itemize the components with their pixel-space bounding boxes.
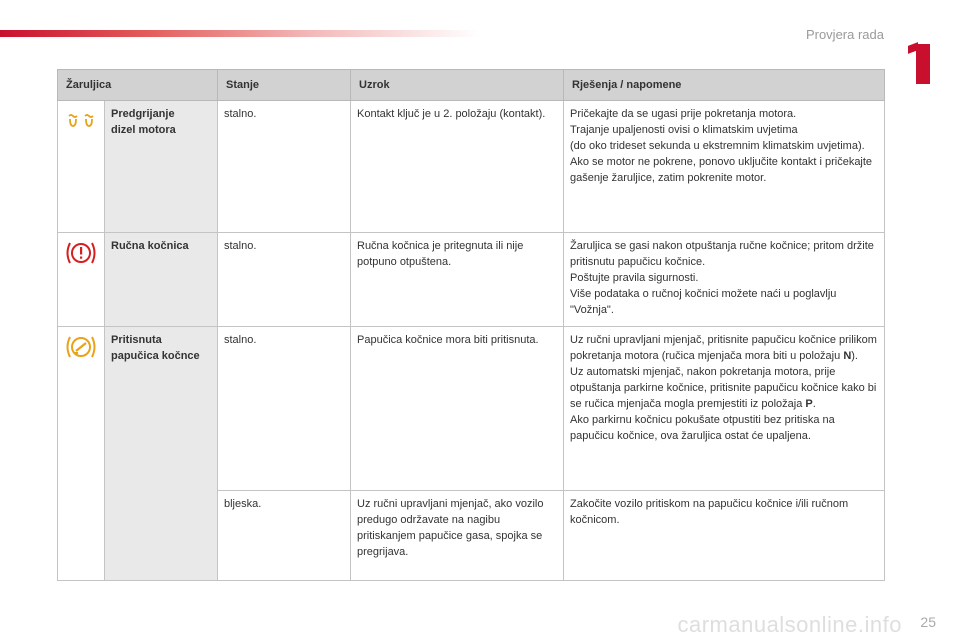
note-text: . <box>812 398 816 410</box>
note-line: Pričekajte da se ugasi prije pokretanja motora. <box>570 108 797 120</box>
gear-position-n: N <box>843 350 852 362</box>
cause-cell: Uz ručni upravljani mjenjač, ako vozilo predugo održavate na nagibu pritiskanjem papučice gasa, spojka se pregrijava. <box>351 491 564 581</box>
note-line: Poštujte pravila sigurnosti. <box>570 272 699 284</box>
parking-brake-icon <box>64 238 98 268</box>
lamp-name: Ručna kočnica <box>111 240 189 252</box>
header-uzrok: Uzrok <box>351 70 564 101</box>
cause-cell: Kontakt ključ je u 2. položaju (kontakt). <box>351 101 564 233</box>
lamp-name-line2: dizel motora <box>111 124 176 136</box>
table-row <box>58 327 885 491</box>
table-header-row <box>58 70 885 101</box>
icon-cell <box>58 101 105 233</box>
header-stanje: Stanje <box>218 70 351 101</box>
note-text: Ako parkirnu kočnicu pokušate otpustiti bez pritiska na papučicu kočnice, ova žaruljica ostat će upaljena. <box>570 414 835 442</box>
note-text: Uz automatski mjenjač, nakon pokretanja motora, prije otpuštanja parkirne kočnice, pritisnite papučicu kočnice kako bi se ručica mjenjača mogla premjestiti iz položaja <box>570 366 877 410</box>
note-line: Trajanje upaljenosti ovisi o klimatskim uvjetima <box>570 124 798 136</box>
notes-cell <box>564 101 885 233</box>
chapter-number-marker <box>908 44 930 84</box>
section-title: Provjera rada <box>805 27 884 42</box>
icon-cell <box>58 327 105 581</box>
lamp-name-cell <box>105 101 218 233</box>
cause-cell: Papučica kočnice mora biti pritisnuta. <box>351 327 564 491</box>
note-text: ). <box>851 350 858 362</box>
note-line: Zakočite vozilo pritiskom na papučicu kočnice i/ili ručnom kočnicom. <box>570 498 849 526</box>
note-line: Žaruljica se gasi nakon otpuštanja ručne kočnice; pritom držite pritisnutu papučicu kočnice. <box>570 240 874 268</box>
watermark: carmanualsonline.info <box>677 612 902 637</box>
gear-position-p: P <box>805 398 813 410</box>
table-row <box>58 101 885 233</box>
notes-cell <box>564 233 885 327</box>
lamp-name-cell <box>105 233 218 327</box>
cause-cell: Ručna kočnica je pritegnuta ili nije potpuno otpuštena. <box>351 233 564 327</box>
header-rjesenja: Rješenja / napomene <box>564 70 885 101</box>
icon-cell <box>58 233 105 327</box>
lamp-name-cell <box>105 327 218 581</box>
notes-cell <box>564 327 885 491</box>
note-line: (do oko trideset sekunda u ekstremnim klimatskim uvjetima). <box>570 140 865 152</box>
state-cell: stalno. <box>218 233 351 327</box>
header-zaruljica: Žaruljica <box>58 70 218 101</box>
warning-lights-table <box>57 69 885 581</box>
note-text: Uz ručni upravljani mjenjač, pritisnite papučicu kočnice prilikom pokretanja motora (ručica mjenjača mora biti u položaju <box>570 334 877 362</box>
state-cell: bljeska. <box>218 491 351 581</box>
lamp-name: Predgrijanje <box>111 108 175 120</box>
table-row <box>58 233 885 327</box>
state-cell: stalno. <box>218 327 351 491</box>
brake-pedal-icon <box>64 332 98 362</box>
glow-plug-icon <box>66 112 96 130</box>
header-accent-bar <box>0 30 480 37</box>
note-line: Više podataka o ručnoj kočnici možete naći u poglavlju "Vožnja". <box>570 288 837 316</box>
notes-cell <box>564 491 885 581</box>
lamp-name: Pritisnuta <box>111 334 162 346</box>
page-number: 25 <box>920 614 936 630</box>
state-cell: stalno. <box>218 101 351 233</box>
note-line: Ako se motor ne pokrene, ponovo uključite kontakt i pričekajte gašenje žaruljice, zatim pokrenite motor. <box>570 156 873 184</box>
lamp-name-line2: papučica kočnce <box>111 350 200 362</box>
